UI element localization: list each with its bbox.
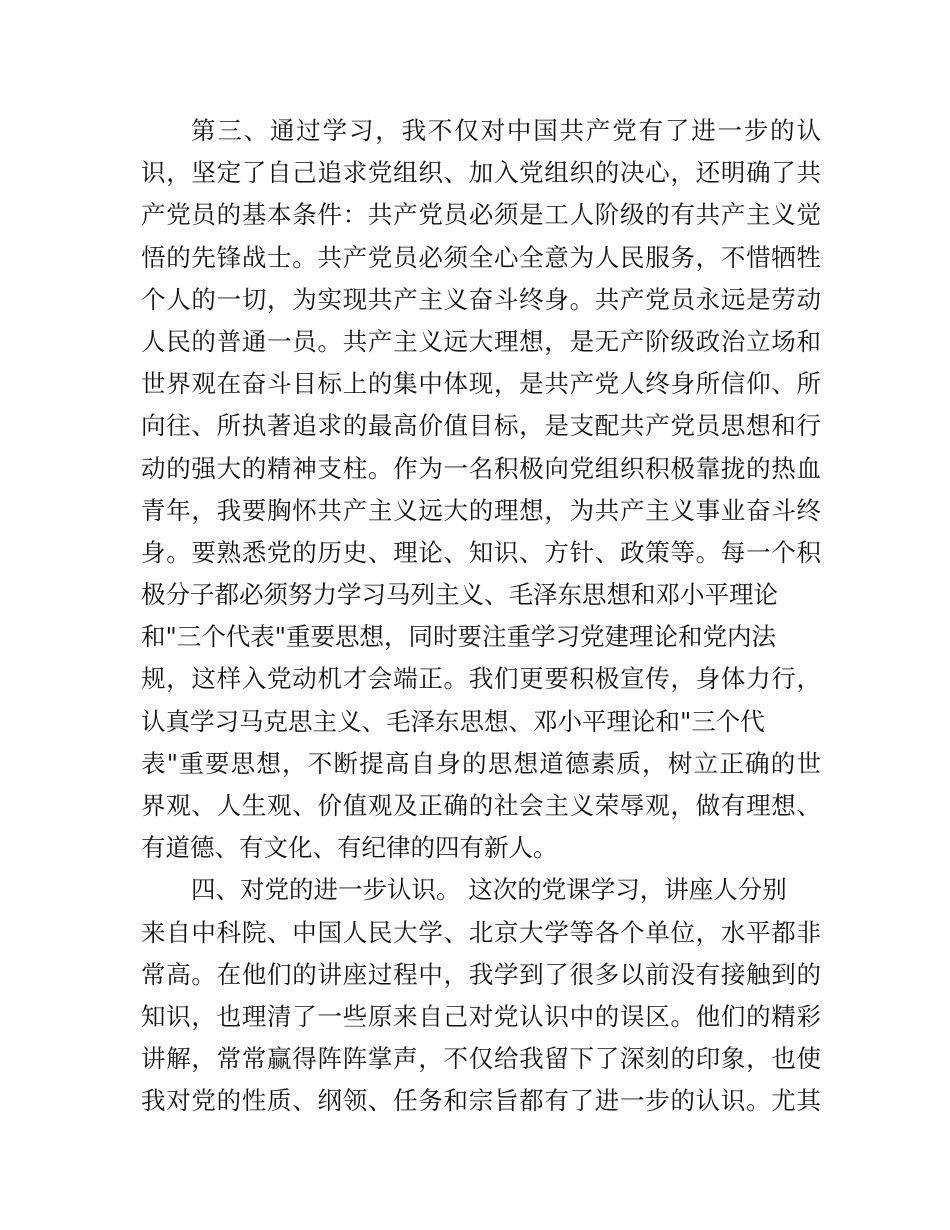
paragraph-1-line: 悟的先锋战士。共产党员必须全心全意为人民服务，不惜牺牲 — [141, 242, 821, 272]
paragraph-1-line: 产党员的基本条件：共产党员必须是工人阶级的有共产主义觉 — [141, 200, 821, 230]
paragraph-2-line: 我对党的性质、纲领、任务和宗旨都有了进一步的认识。尤其 — [141, 1086, 821, 1116]
paragraph-1-line: 个人的一切，为实现共产主义奋斗终身。共产党员永远是劳动 — [141, 284, 821, 314]
paragraph-1-line: 第三、通过学习，我不仅对中国共产党有了进一步的认 — [191, 116, 821, 145]
paragraph-1-line: 人民的普通一员。共产主义远大理想，是无产阶级政治立场和 — [141, 326, 821, 356]
paragraph-1-line: 认真学习马克思主义、毛泽东思想、邓小平理论和"三个代 — [141, 706, 765, 736]
paragraph-2-line: 讲解，常常赢得阵阵掌声，不仅给我留下了深刻的印象，也使 — [141, 1044, 821, 1074]
paragraph-1-line: 世界观在奋斗目标上的集中体现，是共产党人终身所信仰、所 — [141, 369, 821, 399]
paragraph-1-line: 青年，我要胸怀共产主义远大的理想，为共产主义事业奋斗终 — [141, 495, 821, 525]
paragraph-2-line: 知识，也理清了一些原来自己对党认识中的误区。他们的精彩 — [141, 1001, 821, 1031]
paragraph-1-line: 动的强大的精神支柱。作为一名积极向党组织积极靠拢的热血 — [141, 453, 821, 483]
document-body — [141, 110, 821, 1123]
paragraph-1-line: 身。要熟悉党的历史、理论、知识、方针、政策等。每一个积 — [141, 537, 821, 567]
paragraph-1-line: 识，坚定了自己追求党组织、加入党组织的决心，还明确了共 — [141, 158, 821, 188]
paragraph-1-line: 极分子都必须努力学习马列主义、毛泽东思想和邓小平理论 — [141, 580, 778, 610]
paragraph-2-line: 常高。在他们的讲座过程中，我学到了很多以前没有接触到的 — [141, 959, 821, 989]
paragraph-1-line: 和"三个代表"重要思想，同时要注重学习党建理论和党内法 — [141, 622, 777, 652]
paragraph-1-line: 表"重要思想，不断提高自身的思想道德素质，树立正确的世 — [141, 748, 821, 778]
paragraph-2-line: 四、对党的进一步认识。 这次的党课学习，讲座人分别 — [191, 875, 787, 905]
paragraph-1-line: 规，这样入党动机才会端正。我们更要积极宣传，身体力行， — [141, 664, 821, 694]
paragraph-2-line: 来自中科院、中国人民大学、北京大学等各个单位，水平都非 — [141, 917, 821, 947]
paragraph-1-line: 有道德、有文化、有纪律的四有新人。 — [141, 833, 558, 863]
paragraph-1-line: 界观、人生观、价值观及正确的社会主义荣辱观，做有理想、 — [141, 791, 821, 820]
paragraph-1-line: 向往、所执著追求的最高价值目标，是支配共产党员思想和行 — [141, 411, 821, 441]
